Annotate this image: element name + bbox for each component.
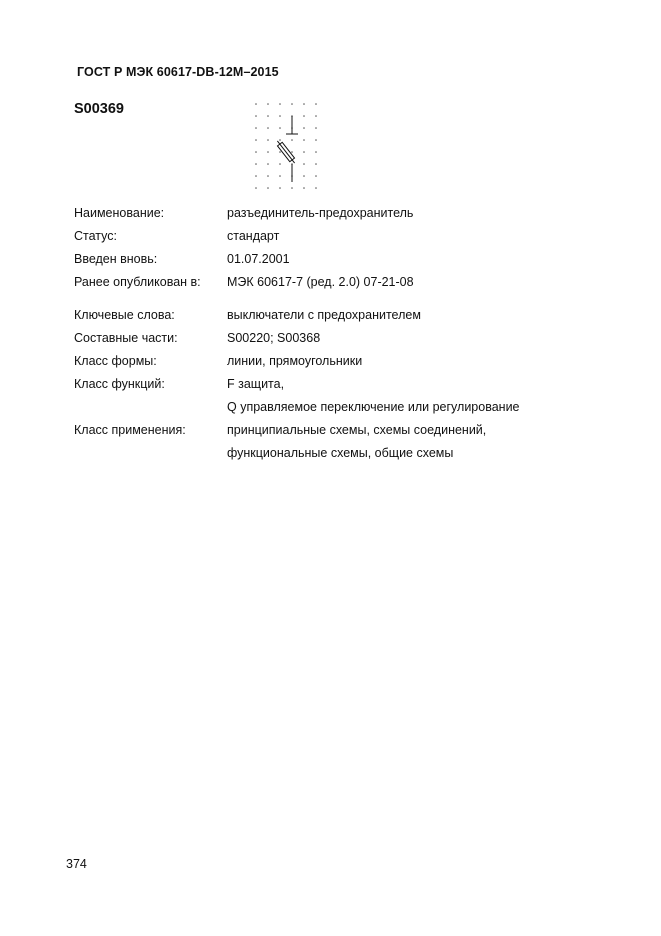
field-value: 01.07.2001 bbox=[227, 252, 290, 266]
document-header: ГОСТ Р МЭК 60617-DB-12M–2015 bbox=[77, 65, 279, 79]
field-value: стандарт bbox=[227, 229, 280, 243]
field-value: линии, прямоугольники bbox=[227, 354, 363, 368]
field-value: S00220; S00368 bbox=[227, 331, 321, 345]
field-label: Ключевые слова: bbox=[74, 308, 175, 322]
field-value: принципиальные схемы, схемы соединений, bbox=[227, 423, 487, 437]
field-label: Статус: bbox=[74, 229, 117, 243]
symbol-code: S00369 bbox=[74, 101, 124, 117]
field-label: Составные части: bbox=[74, 331, 178, 345]
fuse-disconnector-symbol-icon bbox=[250, 98, 322, 200]
field-value: МЭК 60617-7 (ред. 2.0) 07-21-08 bbox=[227, 275, 414, 289]
field-value: Q управляемое переключение или регулирование bbox=[227, 400, 520, 414]
field-value: разъединитель-предохранитель bbox=[227, 206, 414, 220]
field-label: Ранее опубликован в: bbox=[74, 275, 201, 289]
field-label: Класс применения: bbox=[74, 423, 186, 437]
field-value: F защита, bbox=[227, 377, 285, 391]
field-value: функциональные схемы, общие схемы bbox=[227, 446, 454, 460]
grid-dots bbox=[255, 103, 317, 189]
page-number: 374 bbox=[66, 857, 87, 871]
fuse-disconnector-lines bbox=[275, 116, 298, 182]
field-label: Класс функций: bbox=[74, 377, 165, 391]
field-label: Введен вновь: bbox=[74, 252, 158, 266]
field-label: Класс формы: bbox=[74, 354, 157, 368]
field-value: выключатели с предохранителем bbox=[227, 308, 421, 322]
field-label: Наименование: bbox=[74, 206, 165, 220]
